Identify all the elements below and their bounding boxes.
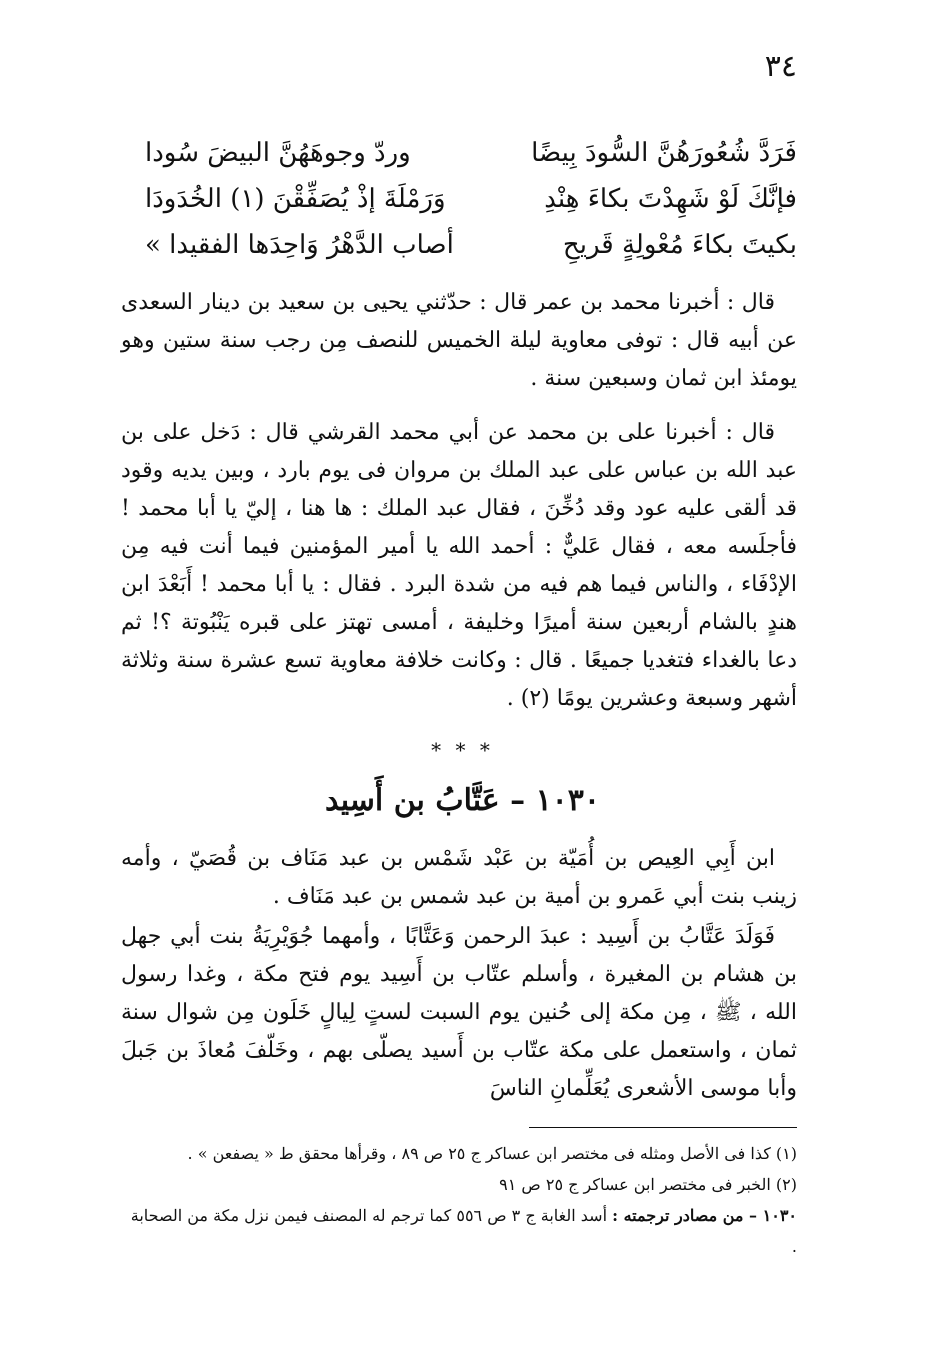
footnote: [121, 1169, 797, 1200]
paragraph-lineage: ابن أَبِي العِيص بن أُمَيّة بن عَبْد شَمْس بن عبد مَنَاف بن قُصَيّ ، وأمه زينب بنت أبي عَمرو بن أمية بن عبد شمس بن عبد مَنَاف .: [121, 846, 797, 909]
footnote: [121, 1200, 797, 1262]
verse-line: [145, 176, 797, 222]
section-heading: ١٠٣٠ – عَتَّابُ بن أَسِيد: [324, 783, 601, 818]
poem-verses: [145, 130, 797, 268]
footnote-text: أسد الغابة ج ٣ ص ٥٥٦ كما ترجم له المصنف فيمن نزل مكة من الصحابة .: [130, 1206, 797, 1256]
verse-second-hemistich: وَرَمْلَةَ إذْ يُصَفِّقْنَ (١) الخُدَودَا: [145, 184, 446, 214]
footnotes: [121, 1138, 797, 1262]
verse-first-hemistich: بكيتَ بكاءَ مُعْولِةٍ قَريحِ: [562, 230, 797, 260]
verse-line: [145, 130, 797, 176]
paragraph-death-of-muawiya: قال : أخبرنا محمد بن عمر قال : حدّثني يحيى بن سعيد بن دينار السعدى عن أبيه قال : توفى معاوية ليلة الخميس للنصف مِن رجب سنة ستين وهو يومئذ ابن ثمان وسبعين سنة .: [121, 290, 797, 391]
footnote-divider: [529, 1127, 797, 1128]
verse-second-hemistich: وردّ وجوهَهُنَّ البيضَ سُودا: [145, 138, 411, 168]
footnote-text: (٢) الخبر فى مختصر ابن عساكر ج ٢٥ ص ٩١: [499, 1175, 797, 1194]
footnote-label: ١٠٣٠ – من مصادر ترجمته :: [612, 1206, 797, 1225]
footnote-text: (١) كذا فى الأصل ومثله فى مختصر ابن عساكر ج ٢٥ ص ٨٩ ، وقرأها محقق ط « يصفعن » .: [187, 1144, 797, 1163]
verse-first-hemistich: فإنَّكَ لَوْ شَهِدْتَ بكاءَ هِنْدِ: [544, 184, 797, 214]
verse-second-hemistich: أصاب الدَّهْرُ وَاحِدَها الفقيدا »: [145, 230, 454, 260]
paragraph-abd-al-malik-story: قال : أخبرنا على بن محمد عن أبي محمد القرشي قال : دَخل على بن عبد الله بن عباس على عبد الملك بن مروان فى يوم بارد ، وبين يديه وقود قد ألقى عليه عود وقد دُخِّنَ ، فقال عبد الملك : ها هنا ، إليّ يا أبا محمد ! فأجلَسه معه ، فقال عَليٌّ : أحمد الله يا أمير المؤمنين فيما أنت فيه مِن الإدْفَاء ، والناس فيما هم فيه من شدة البرد . فقال : يا أبا محمد ! أَبَعْدَ ابن هندٍ بالشام أربعين سنة أميرًا وخليفة ، أمسى تهتز على قبره يَنْبُوتة ؟! ثم دعا بالغداء فتغديا جميعًا . قال : وكانت خلافة معاوية تسع عشرة سنة وثلاثة أشهر وسبعة وعشرين يومًا (٢) .: [121, 420, 797, 711]
paragraph-biography: فَوَلَدَ عَتَّابُ بن أَسِيد : عبدَ الرحمن وَعَتَّابًا ، وأمهما جُوَيْرِيَةُ بنت أبي جهل بن هشام بن المغيرة ، وأسلم عتّاب بن أَسِيد يوم فتح مكة ، وغدا رسول الله ، ﷺ ، مِن مكة إلى حُنين يوم السبت لستٍ لِيالٍ خَلَون مِن شوال سنة ثمان ، واستعمل على مكة عتّاب بن أَسيد يصلّى بهم ، وخَلّفَ مُعاذَ بن جَبلَ وأبا موسى الأشعرى يُعَلِّمانِ الناسَ: [121, 924, 797, 1101]
page-number: ٣٤: [764, 49, 797, 84]
footnote: [121, 1138, 797, 1169]
verse-first-hemistich: فَرَدَّ شُعُورَهُنَّ السُّودَ بِيضًا: [531, 138, 797, 168]
verse-line: [145, 222, 797, 268]
section-separator: * * *: [431, 738, 494, 762]
